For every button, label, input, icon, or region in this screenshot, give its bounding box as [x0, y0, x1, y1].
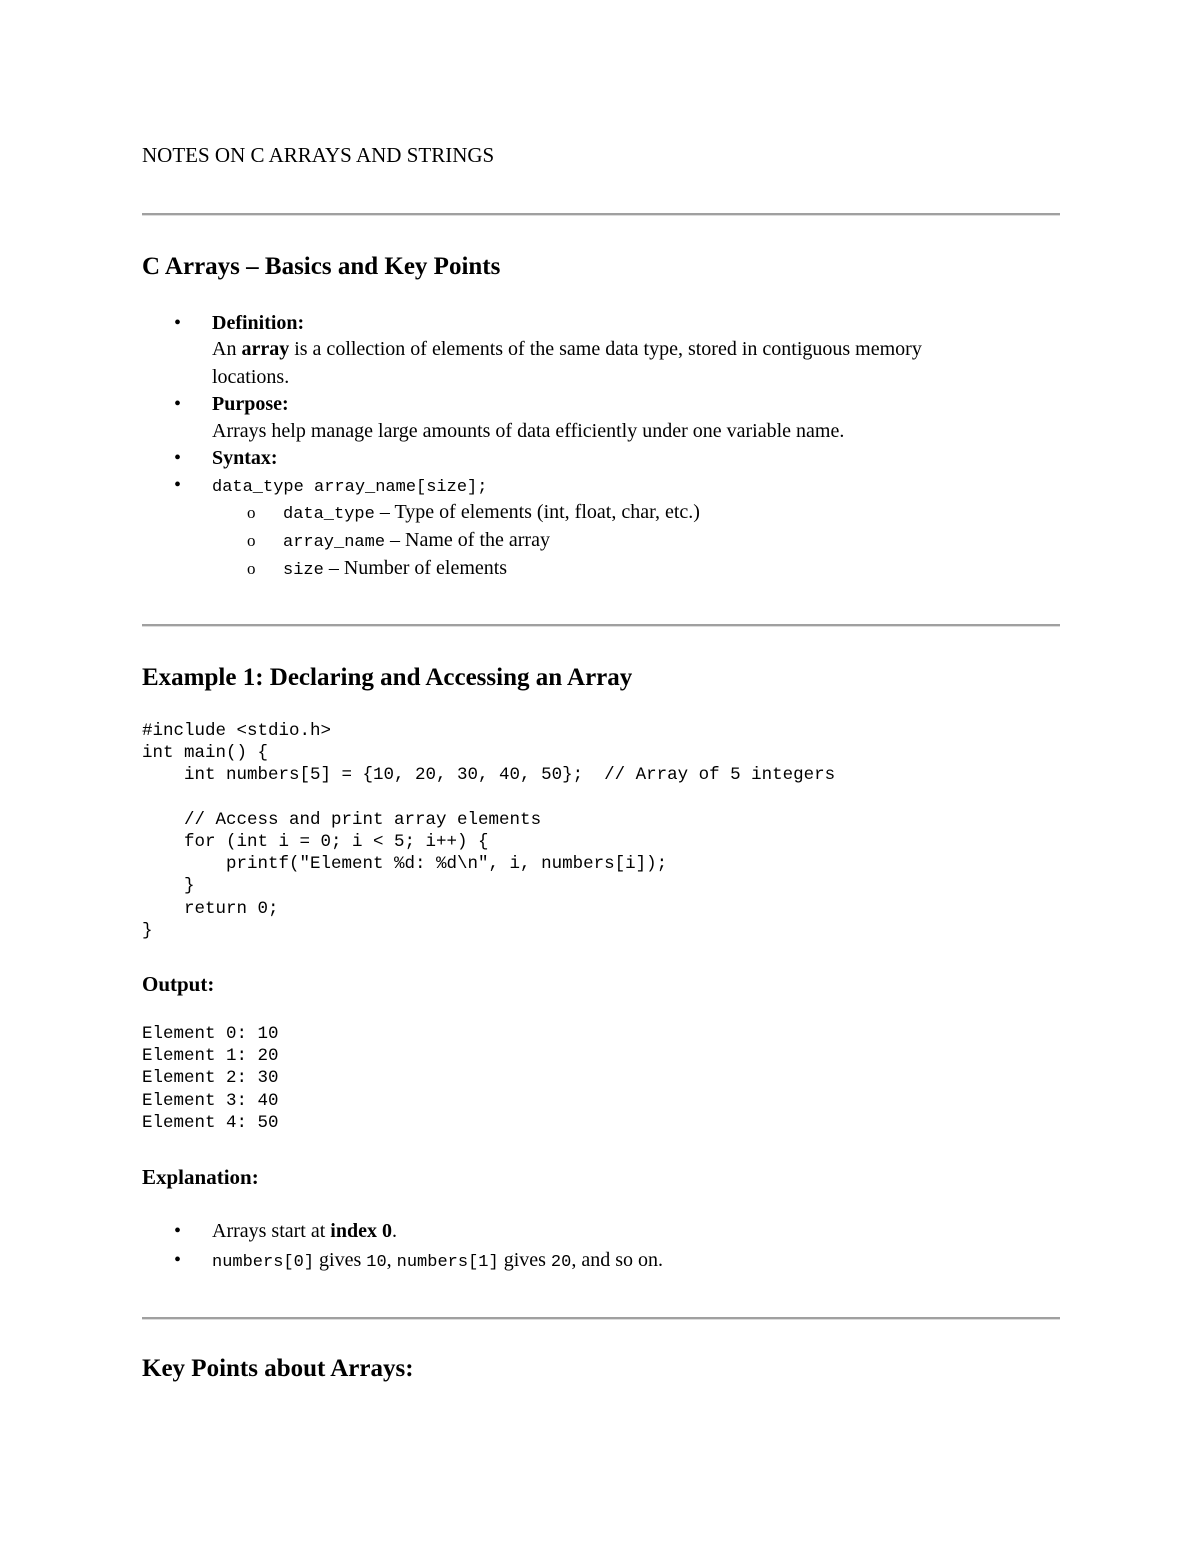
- horizontal-rule: [142, 1317, 1060, 1320]
- bullet-icon: •: [174, 312, 182, 334]
- bullet-icon: •: [174, 1220, 182, 1242]
- definition-text-continued: locations.: [212, 366, 290, 388]
- sub-bullet-icon: o: [247, 531, 256, 550]
- explanation-label: Explanation:: [142, 1165, 259, 1189]
- purpose-label: Purpose:: [212, 393, 289, 415]
- horizontal-rule: [142, 213, 1060, 216]
- output-block: Element 0: 10 Element 1: 20 Element 2: 30 Element 3: 40 Element 4: 50: [142, 1024, 279, 1133]
- explanation-item-index: Arrays start at index 0.: [212, 1220, 397, 1242]
- syntax-part-array-name: array_name – Name of the array: [283, 529, 550, 552]
- bullet-icon: •: [174, 447, 182, 469]
- section-heading-arrays-basics: C Arrays – Basics and Key Points: [142, 253, 501, 280]
- bullet-icon: •: [174, 474, 182, 496]
- sub-bullet-icon: o: [247, 559, 256, 578]
- syntax-code: data_type array_name[size];: [212, 478, 488, 497]
- syntax-part-data-type: data_type – Type of elements (int, float, char, etc.): [283, 501, 700, 524]
- definition-text: An array is a collection of elements of the same data type, stored in contiguous memory: [212, 338, 922, 360]
- horizontal-rule: [142, 624, 1060, 627]
- definition-label: Definition:: [212, 312, 305, 334]
- sub-bullet-icon: o: [247, 503, 256, 522]
- output-label: Output:: [142, 972, 215, 996]
- section-heading-example-1: Example 1: Declaring and Accessing an Array: [142, 664, 633, 691]
- syntax-label: Syntax:: [212, 447, 278, 469]
- purpose-text: Arrays help manage large amounts of data efficiently under one variable name.: [212, 420, 845, 442]
- document-title: NOTES ON C ARRAYS AND STRINGS: [142, 143, 495, 167]
- section-heading-key-points: Key Points about Arrays:: [142, 1355, 414, 1382]
- bullet-icon: •: [174, 393, 182, 415]
- code-block-example: #include <stdio.h> int main() { int numbers[5] = {10, 20, 30, 40, 50}; // Array of 5 integers // Access and print array elements for (int i = 0; i < 5; i++) { printf("Element %d: %d\n", i, numbers[i]); } return 0; }: [142, 721, 836, 941]
- syntax-part-size: size – Number of elements: [283, 557, 508, 580]
- explanation-item-access: numbers[0] gives 10, numbers[1] gives 20, and so on.: [212, 1249, 663, 1272]
- bullet-icon: •: [174, 1249, 182, 1271]
